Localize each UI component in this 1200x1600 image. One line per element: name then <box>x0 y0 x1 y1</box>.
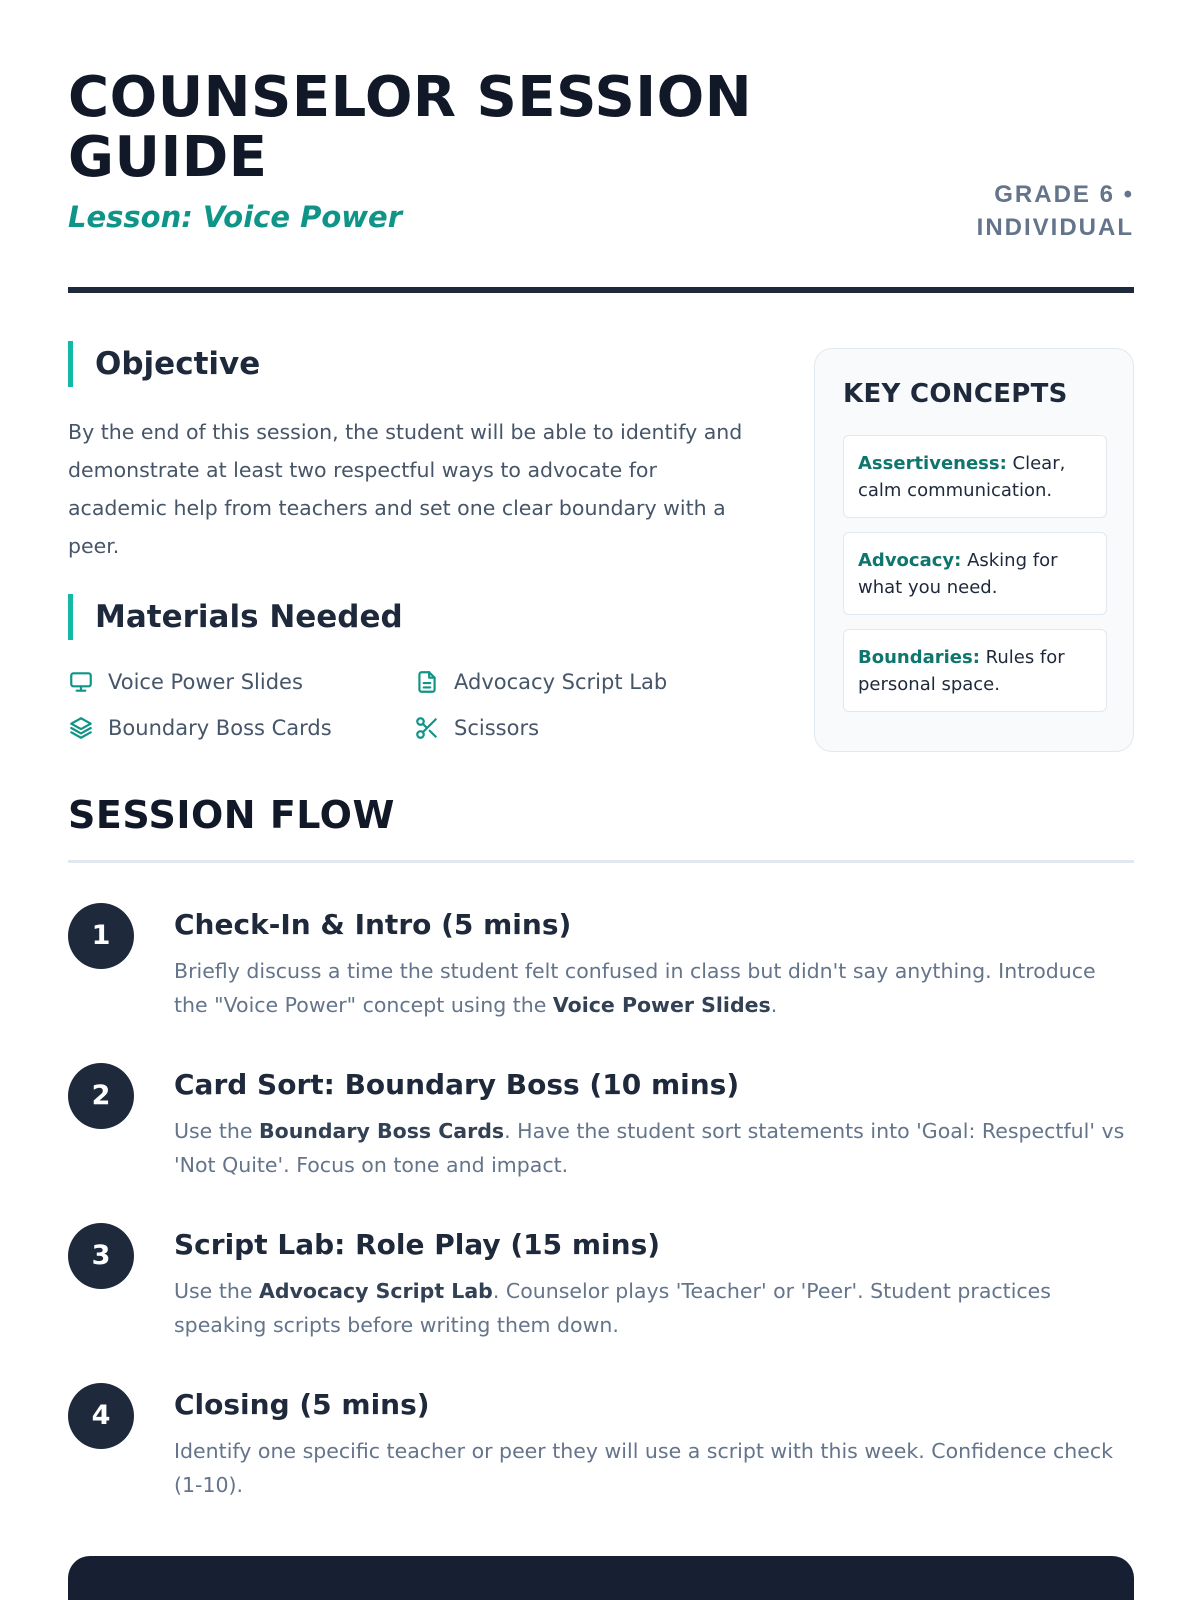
concept-definition: Asking for what you need. <box>858 550 1058 598</box>
step-title: Closing (5 mins) <box>174 1388 430 1421</box>
session-step <box>68 1383 1134 1533</box>
document-icon <box>414 669 440 695</box>
header-divider <box>68 287 1134 293</box>
step-description <box>174 1274 1134 1342</box>
material-label: Voice Power Slides <box>108 670 303 694</box>
step-number-badge: 1 <box>68 903 134 969</box>
session-step <box>68 1223 1134 1373</box>
step-desc-text: . <box>770 993 778 1017</box>
step-number-badge: 4 <box>68 1383 134 1449</box>
concept-definition: Rules for personal space. <box>858 647 1065 695</box>
step-desc-text: . Have the student sort statements into 'Goal: Respectful' vs 'Not Quite'. Focus on tone and impact. <box>174 1119 1125 1177</box>
grade-info <box>914 178 1134 244</box>
objective-text: By the end of this session, the student will be able to identify and demonstrate at least two respectful ways to advocate for academic help from teachers and set one clear boundary with a peer. <box>68 420 743 558</box>
step-desc-text: Identify one specific teacher or peer they will use a script with this week. Confidence check (1-10). <box>174 1439 1114 1497</box>
concept-card <box>843 532 1107 615</box>
lesson-subtitle: Lesson: Voice Power <box>68 200 403 234</box>
session-type-label: INDIVIDUAL <box>976 214 1134 241</box>
grade-label: GRADE 6 • <box>994 181 1134 208</box>
step-desc-material: Boundary Boss Cards <box>258 1119 505 1143</box>
step-description <box>174 1114 1134 1182</box>
key-concepts-panel <box>814 348 1134 752</box>
step-title: Script Lab: Role Play (15 mins) <box>174 1228 661 1261</box>
material-item <box>414 711 539 745</box>
step-desc-text: Use the <box>174 1119 259 1143</box>
step-title: Card Sort: Boundary Boss (10 mins) <box>174 1068 740 1101</box>
session-step <box>68 903 1134 1053</box>
monitor-icon <box>68 669 94 695</box>
objective-heading: Objective <box>68 341 260 387</box>
material-label: Scissors <box>454 716 540 740</box>
materials-heading: Materials Needed <box>68 594 403 640</box>
material-item <box>68 665 303 699</box>
step-description <box>174 954 1134 1022</box>
step-desc-text: Briefly discuss a time the student felt confused in class but didn't say anything. Introduce the "Voice Power" concept using the <box>174 959 1096 1017</box>
page-title: COUNSELOR SESSION GUIDE <box>68 65 753 190</box>
concept-card <box>843 435 1107 518</box>
step-title: Check-In & Intro (5 mins) <box>174 908 572 941</box>
footer-banner <box>68 1556 1134 1600</box>
concept-card <box>843 629 1107 712</box>
material-item <box>68 711 332 745</box>
step-desc-material: Voice Power Slides <box>552 993 771 1017</box>
step-number-badge: 2 <box>68 1063 134 1129</box>
step-desc-text: Use the <box>174 1279 259 1303</box>
concept-term: Advocacy: <box>858 550 962 571</box>
key-concepts-heading: KEY CONCEPTS <box>843 379 1068 409</box>
layers-icon <box>68 715 94 741</box>
step-desc-text: . Counselor plays 'Teacher' or 'Peer'. Student practices speaking scripts before writing them down. <box>174 1279 1051 1337</box>
material-item <box>414 665 667 699</box>
scissors-icon <box>414 715 440 741</box>
session-flow-divider <box>68 860 1134 863</box>
session-step <box>68 1063 1134 1213</box>
material-label: Boundary Boss Cards <box>108 716 332 740</box>
concept-term: Boundaries: <box>858 647 980 668</box>
step-number-badge: 3 <box>68 1223 134 1289</box>
step-desc-material: Advocacy Script Lab <box>258 1279 493 1303</box>
material-label: Advocacy Script Lab <box>454 670 668 694</box>
concept-definition: Clear, calm communication. <box>858 453 1066 501</box>
concept-term: Assertiveness: <box>858 453 1007 474</box>
session-flow-heading: SESSION FLOW <box>68 793 395 837</box>
session-guide-page <box>68 0 1134 1600</box>
step-description <box>174 1434 1134 1502</box>
